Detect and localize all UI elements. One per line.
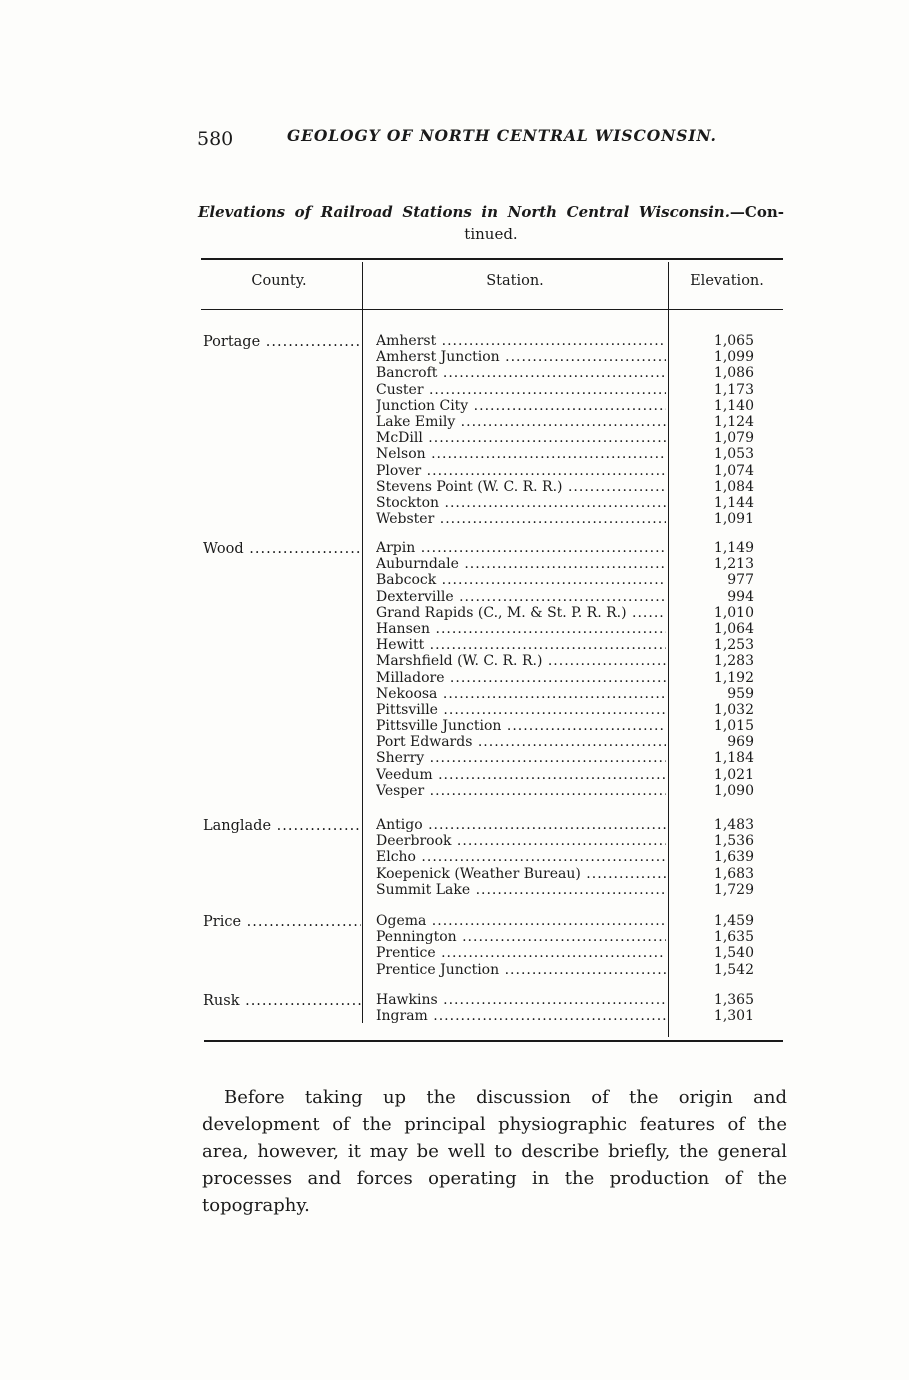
station-list [376,817,666,898]
station-elevation: 1,091 [713,511,754,528]
column-header-station: Station. [486,273,544,289]
station-elevation: 1,144 [713,494,754,511]
station-list [376,333,666,527]
table-caption [198,201,784,245]
station-elevation: 1,084 [713,478,754,495]
station-name: Prentice ..... [376,945,666,961]
table-bottom-rule [204,1040,783,1042]
station-name: Stevens Point (W. C. R. R.) ..... [376,479,666,495]
elevation-list [672,913,754,978]
station-elevation: 969 [727,734,754,751]
station-name: Pittsville ..... [376,702,666,718]
station-name: Hewitt ..... [376,637,666,653]
station-name: Dexterville ..... [376,589,666,605]
station-elevation: 1,074 [713,462,754,479]
page-number: 580 [197,128,234,150]
station-elevation: 1,635 [713,929,754,946]
caption-cont-a: —Con- [729,203,784,221]
station-name: Koepenick (Weather Bureau) ..... [376,866,666,882]
station-name: Prentice Junction ..... [376,962,666,978]
station-name: Nekoosa ..... [376,686,666,702]
station-elevation: 1,540 [713,945,754,962]
station-elevation: 1,213 [713,556,754,573]
county-label: Rusk ..... [203,993,361,1009]
station-elevation: 1,065 [713,333,754,349]
station-name: Grand Rapids (C., M. & St. P. R. R.) ..... [376,605,666,621]
caption-cont-b: tinued. [464,225,518,243]
elevation-list [672,333,754,527]
station-elevation: 1,683 [713,865,754,882]
station-elevation: 1,283 [713,653,754,670]
running-title: GEOLOGY OF NORTH CENTRAL WISCONSIN. [287,126,717,145]
station-elevation: 1,140 [713,397,754,414]
county-label: Portage ..... [203,334,361,350]
station-name: Pittsville Junction ..... [376,718,666,734]
station-elevation: 1,542 [713,961,754,978]
station-name: Auburndale ..... [376,556,666,572]
station-elevation: 1,536 [713,833,754,850]
station-name: Hansen ..... [376,621,666,637]
station-elevation: 1,149 [713,540,754,556]
station-name: Elcho ..... [376,849,666,865]
station-elevation: 1,010 [713,604,754,621]
station-name: Port Edwards ..... [376,734,666,750]
station-elevation: 1,459 [713,913,754,929]
station-list [376,540,666,799]
caption-line-1 [198,201,784,223]
station-elevation: 994 [727,588,754,605]
station-elevation: 1,184 [713,750,754,767]
station-name: Stockton ..... [376,495,666,511]
county-label: Price ..... [203,914,361,930]
station-elevation: 1,483 [713,817,754,833]
station-elevation: 1,365 [713,992,754,1008]
station-name: Milladore ..... [376,670,666,686]
station-name: Nelson ..... [376,446,666,462]
station-elevation: 1,079 [713,430,754,447]
station-name: Plover ..... [376,463,666,479]
station-elevation: 1,053 [713,446,754,463]
station-name: Veedum ..... [376,767,666,783]
station-name: Hawkins ..... [376,992,666,1008]
station-elevation: 1,639 [713,849,754,866]
station-elevation: 1,090 [713,782,754,799]
station-name: Webster ..... [376,511,666,527]
station-name: Sherry ..... [376,750,666,766]
station-name: Antigo ..... [376,817,666,833]
station-elevation: 1,064 [713,620,754,637]
station-list [376,992,666,1024]
station-elevation: 1,173 [713,381,754,398]
elevation-list [672,992,754,1024]
station-name: McDill ..... [376,430,666,446]
station-name: Marshfield (W. C. R. R.) ..... [376,653,666,669]
station-elevation: 1,124 [713,413,754,430]
county-label: Wood ..... [203,541,361,557]
station-name: Summit Lake ..... [376,882,666,898]
elevation-list [672,817,754,898]
column-header-county: County. [251,273,307,289]
station-list [376,913,666,978]
caption-main: Elevations of Railroad Stations in North Central Wisconsin. [198,203,730,221]
station-name: Junction City ..... [376,398,666,414]
station-name: Ingram ..... [376,1008,666,1024]
county-label: Langlade ..... [203,818,361,834]
column-header-elevation: Elevation. [690,273,764,289]
station-elevation: 1,021 [713,766,754,783]
station-elevation: 1,086 [713,365,754,382]
station-elevation: 1,253 [713,637,754,654]
station-elevation: 1,192 [713,669,754,686]
station-name: Pennington ..... [376,929,666,945]
table-top-rule [201,258,783,260]
station-name: Arpin ..... [376,540,666,556]
station-name: Custer ..... [376,382,666,398]
station-elevation: 959 [727,685,754,702]
station-name: Bancroft ..... [376,365,666,381]
body-paragraph: Before taking up the discussion of the origin and development of the principal physiographic features of the area, however, it may be well to describe briefly, the general processes and forces operating in the production of the topography. [202,1087,787,1216]
column-divider-right [668,262,669,1037]
station-elevation: 1,729 [713,881,754,898]
station-name: Amherst Junction ..... [376,349,666,365]
station-elevation: 1,015 [713,718,754,735]
station-name: Deerbrook ..... [376,833,666,849]
station-name: Vesper ..... [376,783,666,799]
station-name: Babcock ..... [376,572,666,588]
station-elevation: 1,032 [713,701,754,718]
column-divider-left [362,262,363,1023]
station-name: Ogema ..... [376,913,666,929]
station-name: Amherst ..... [376,333,666,349]
header-bottom-rule [201,309,783,310]
station-elevation: 1,301 [713,1008,754,1025]
station-elevation: 977 [727,572,754,589]
station-name: Lake Emily ..... [376,414,666,430]
elevation-list [672,540,754,799]
station-elevation: 1,099 [713,349,754,366]
